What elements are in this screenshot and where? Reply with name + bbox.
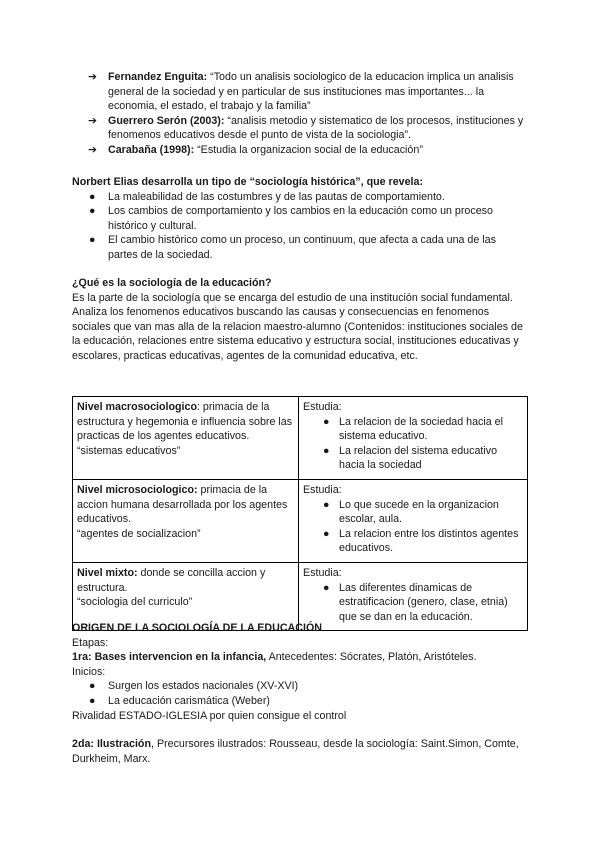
level-quote: “sociologia del curriculo” — [77, 596, 193, 609]
list-item: ● La relacion entre los distintos agentes educativos. — [323, 527, 519, 555]
author-name: Guerrero Serón (2003): — [108, 114, 225, 127]
level-title: Nivel mixto: — [77, 566, 138, 579]
table-row — [73, 479, 528, 562]
stage-2: 2da: Ilustración, Precursores ilustrados: Rousseau, desde la sociología: Saint.Simon, Comte, Durkheim, Marx. — [72, 738, 519, 765]
definition-text: Es la parte de la sociología que se encarga del estudio de una institución social fundamental. Analiza los fenomenos educativos buscando las causas y consecuencias en fenomenos sociales que van mas alla de la relacion maestro-alumno (Contenidos: instituciones sociales de la educación, relaciones entre sistema educativo y estructura social, instituciones educativas y escolares, practicas educativas, agentes de la comunidad educativa, etc. — [72, 291, 523, 362]
inicios-label: Inicios: — [72, 665, 106, 678]
bullet-icon: ● — [323, 581, 330, 594]
author-quote — [88, 114, 528, 143]
levels-table — [72, 396, 528, 631]
etapas-label: Etapas: — [72, 636, 109, 649]
level-title: Nivel microsociologico: — [77, 483, 198, 496]
elias-list — [72, 190, 528, 263]
list-item: ● Las diferentes dinamicas de estratificacion (genero, clase, etnia) que se dan en la educación. — [323, 581, 508, 623]
origin-heading: ORIGEN DE LA SOCIOLOGÍA DE LA EDUCACIÓN — [72, 622, 322, 634]
list-item: ● El cambio histórico como un proceso, un continuum, que afecta a cada una de las partes de la sociedad. — [89, 234, 496, 261]
bullet-icon: ● — [89, 190, 96, 203]
definition-heading: ¿Qué es la sociología de la educación? — [72, 277, 272, 289]
list-item: ● Los cambios de comportamiento y los cambios en la educación como un proceso histórico y cultural. — [89, 205, 493, 232]
list-item: ● La relacion de la sociedad hacia el sistema educativo. — [323, 415, 503, 443]
author-quote-list — [88, 70, 528, 158]
elias-heading: Norbert Elias desarrolla un tipo de “sociología histórica”, que revela: — [72, 176, 423, 188]
bullet-icon: ● — [89, 205, 96, 218]
list-item: ● La maleabilidad de las costumbres y de las pautas de comportamiento. — [89, 190, 445, 203]
list-item: ● La educación carismática (Weber) — [89, 694, 270, 707]
bullet-icon: ● — [323, 498, 330, 511]
studies-cell: Estudia: ● Lo que sucede en la organizacion escolar, aula. ● La relacion entre los distintos agentes educativos. — [299, 479, 528, 562]
arrow-icon: ➔ — [88, 143, 97, 156]
author-quote-text: “Estudia la organizacion social de la educación” — [197, 143, 423, 156]
list-item: ● Lo que sucede en la organizacion escolar, aula. — [323, 498, 499, 526]
level-cell: Nivel mixto: donde se concilla accion y estructura. “sociologia del curriculo” — [73, 562, 299, 630]
studies-cell: Estudia: ● La relacion de la sociedad hacia el sistema educativo. ● La relacion del sistema educativo hacia la sociedad — [299, 397, 528, 480]
definition-section — [72, 276, 528, 364]
list-item: ● La relacion del sistema educativo hacia la sociedad — [323, 444, 498, 472]
author-quote — [88, 70, 528, 114]
bullet-icon: ● — [323, 527, 330, 540]
level-title: Nivel macrosociologico — [77, 401, 197, 413]
author-quote-text: “Todo un analisis sociologico de la educacion implica un analisis general de la sociedad y en particular de sus instituciones mas importantes... la economia, el estado, el trabajo y la familia” — [108, 71, 514, 113]
bullet-icon: ● — [89, 234, 96, 247]
level-quote: “agentes de socializacion” — [77, 527, 201, 540]
bullet-icon: ● — [89, 694, 96, 707]
arrow-icon: ➔ — [88, 71, 97, 83]
level-quote: “sistemas educativos” — [77, 444, 181, 457]
level-cell: Nivel macrosociologico: primacia de la estructura y hegemonia e influencia sobre las practicas de los agentes educativos. “sistemas educativos” — [73, 397, 299, 480]
author-name: Carabaña (1998): — [108, 143, 195, 156]
author-quote-text: “analisis metodio y sistematico de los procesos, instituciones y fenomenos educativos desde el punto de vista de la sociologia”. — [108, 114, 524, 142]
author-quote — [88, 143, 528, 158]
stage-1: 1ra: Bases intervencion en la infancia, Antecedentes: Sócrates, Platón, Aristóteles. — [72, 651, 477, 664]
studies-cell: Estudia: ● Las diferentes dinamicas de estratificacion (genero, clase, etnia) que se dan en la educación. — [299, 562, 528, 630]
bullet-icon: ● — [323, 415, 330, 428]
bullet-icon: ● — [89, 680, 96, 693]
arrow-icon: ➔ — [88, 114, 97, 127]
author-name: Fernandez Enguita: — [108, 71, 208, 83]
bullet-icon: ● — [323, 444, 330, 457]
table-row — [73, 397, 528, 480]
list-item: ● Surgen los estados nacionales (XV-XVI) — [89, 680, 299, 693]
inicios-list — [72, 679, 528, 708]
rivalry-text: Rivalidad ESTADO-IGLESIA por quien consigue el control — [72, 709, 347, 722]
elias-section — [72, 175, 528, 263]
level-cell: Nivel microsociologico: primacia de la accion humana desarrollada por los agentes educativos. “agentes de socializacion” — [73, 479, 299, 562]
origin-section — [72, 621, 528, 766]
